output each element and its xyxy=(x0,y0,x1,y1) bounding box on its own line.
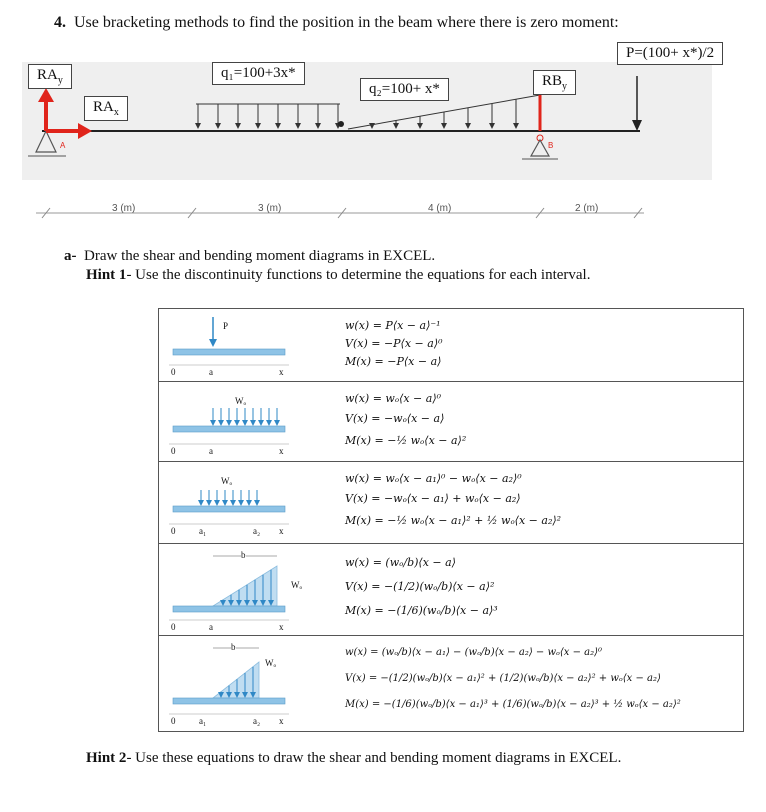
axis-label: x xyxy=(279,526,284,536)
table-row xyxy=(159,635,743,732)
dimension-label-3: 4 (m) xyxy=(428,203,452,214)
w0-arrow xyxy=(234,420,240,426)
part-a xyxy=(64,248,435,265)
dimension-label-4: 2 (m) xyxy=(575,203,599,214)
axis-label: a xyxy=(209,446,213,456)
equation-w: w(x) = (wₒ/b)⟨x − a₁⟩ − (wₒ/b)⟨x − a₂⟩ − wₒ⟨x − a₂⟩⁰ xyxy=(345,647,603,658)
load-label: Wₒ xyxy=(235,396,247,406)
load-label: P xyxy=(223,321,229,331)
hint-2 xyxy=(86,748,706,768)
q1-load-arrow xyxy=(295,123,301,129)
uniform-load-sketch xyxy=(159,382,339,462)
w0-arrow xyxy=(254,500,260,506)
w0-arrow xyxy=(242,420,248,426)
q2-load-arrow xyxy=(369,123,375,129)
w0-arrow xyxy=(210,420,216,426)
w0-arrow xyxy=(206,500,212,506)
axis-label: x xyxy=(279,367,284,377)
support-b-label: B xyxy=(548,141,554,150)
rax-label: $RA_x$ xyxy=(84,96,128,121)
equation-m: M(x) = −P⟨x − a⟩ xyxy=(345,355,442,368)
q2-load-arrow xyxy=(441,123,447,129)
axis-label: x xyxy=(279,716,284,726)
p-label: P=(100+ x*)/2 xyxy=(617,42,723,65)
question-number: 4. xyxy=(54,14,66,31)
hint-2-label: Hint 2 xyxy=(86,750,127,766)
hint-1 xyxy=(86,267,590,284)
table-row xyxy=(159,309,743,381)
support-a-triangle xyxy=(36,131,56,152)
triangular-load-sketch xyxy=(159,544,339,636)
q1-load-arrow xyxy=(195,123,201,129)
rby-label: $RB_y$ xyxy=(533,70,576,95)
equation-w: w(x) = (wₒ/b)⟨x − a⟩ xyxy=(345,556,456,569)
hint-1-label: Hint 1 xyxy=(86,267,127,283)
point-load-sketch xyxy=(159,309,339,381)
q2-load-arrow xyxy=(489,123,495,129)
dimension-label-1: 3 (m) xyxy=(112,203,136,214)
q2-load-arrow xyxy=(465,123,471,129)
part-a-text: Draw the shear and bending moment diagrams in EXCEL. xyxy=(84,248,436,264)
rax-arrow-head xyxy=(78,123,92,139)
axis-label: 0 xyxy=(171,367,176,377)
w0-arrow xyxy=(250,420,256,426)
q1-load-arrow xyxy=(255,123,261,129)
equation-w: w(x) = wₒ⟨x − a⟩⁰ xyxy=(345,392,442,405)
w0-arrow xyxy=(222,500,228,506)
axis-label: 0 xyxy=(171,716,176,726)
table-row xyxy=(159,461,743,544)
w0-arrow xyxy=(274,420,280,426)
p-load-head xyxy=(632,120,642,131)
load-label: Wₒ xyxy=(221,476,233,486)
w0-arrow xyxy=(266,420,272,426)
q1-load-arrows xyxy=(195,104,341,129)
w0-arrow xyxy=(218,420,224,426)
axis-label: a₁ xyxy=(199,526,207,536)
axis-label: a xyxy=(209,622,213,632)
w0-arrow xyxy=(230,500,236,506)
q1-load-arrow xyxy=(235,123,241,129)
hint-2-text: - Use these equations to draw the shear and bending moment diagrams in EXCEL. xyxy=(126,750,622,766)
q2-label: q₂=100+ x* xyxy=(360,78,449,101)
equation-w: w(x) = P⟨x − a⟩⁻¹ xyxy=(345,319,441,332)
equation-m: M(x) = −½ wₒ⟨x − a⟩² xyxy=(345,434,467,447)
equation-v: V(x) = −wₒ⟨x − a₁⟩ + wₒ⟨x − a₂⟩ xyxy=(345,492,521,505)
axis-label: 0 xyxy=(171,446,176,456)
axis-label: 0 xyxy=(171,526,176,536)
axis-label: a₁ xyxy=(199,716,207,726)
part-a-marker: a- xyxy=(64,248,77,264)
w0-arrow xyxy=(258,420,264,426)
axis-label: x xyxy=(279,622,284,632)
partial-triangular-load-sketch xyxy=(159,636,339,732)
dimension-label-2: 3 (m) xyxy=(258,203,282,214)
q1-load-arrow xyxy=(315,123,321,129)
span-label: b xyxy=(231,642,236,652)
load-label: Wₒ xyxy=(291,580,303,590)
load-label: Wₒ xyxy=(265,658,277,668)
equation-v: V(x) = −(1/2)(wₒ/b)⟨x − a⟩² xyxy=(345,580,495,593)
w0-arrow xyxy=(226,420,232,426)
equation-v: V(x) = −P⟨x − a⟩⁰ xyxy=(345,337,443,350)
w0-arrow xyxy=(238,500,244,506)
span-label: b xyxy=(241,550,246,560)
discontinuity-function-table xyxy=(158,308,744,732)
axis-label: a₂ xyxy=(253,716,261,726)
q1-load-arrow xyxy=(215,123,221,129)
equation-m: M(x) = −(1/6)(wₒ/b)⟨x − a⟩³ xyxy=(345,604,498,617)
w0-arrow xyxy=(214,500,220,506)
equation-v: V(x) = −(1/2)(wₒ/b)⟨x − a₁⟩² + (1/2)(wₒ/b)⟨x − a₂⟩² + wₒ⟨x − a₂⟩ xyxy=(345,673,661,684)
q2-load-arrow xyxy=(393,123,399,129)
support-b-triangle xyxy=(531,140,549,156)
hint-1-text: - Use the discontinuity functions to determine the equations for each interval. xyxy=(126,267,591,283)
q2-load-arrow xyxy=(417,123,423,129)
hinge-dot xyxy=(338,121,344,127)
q2-load-arrow xyxy=(513,123,519,129)
question-text: Use bracketing methods to find the position in the beam where there is zero moment: xyxy=(74,14,619,31)
ray-label: $RA_y$ xyxy=(28,64,72,89)
equation-v: V(x) = −wₒ⟨x − a⟩ xyxy=(345,412,445,425)
axis-label: 0 xyxy=(171,622,176,632)
ray-arrow-head xyxy=(38,88,54,102)
partial-uniform-load-sketch xyxy=(159,462,339,544)
table-row xyxy=(159,543,743,636)
q1-label: q₁=100+3x* xyxy=(212,62,305,85)
axis-label: a xyxy=(209,367,213,377)
table-row xyxy=(159,381,743,462)
equation-m: M(x) = −(1/6)(wₒ/b)⟨x − a₁⟩³ + (1/6)(wₒ/b)⟨x − a₂⟩³ + ½ wₒ⟨x − a₂⟩² xyxy=(345,699,681,710)
w0-arrow xyxy=(198,500,204,506)
q1-load-arrow xyxy=(275,123,281,129)
support-a-label: A xyxy=(60,141,66,150)
q2-load-arrows xyxy=(369,99,519,129)
equation-m: M(x) = −½ wₒ⟨x − a₁⟩² + ½ wₒ⟨x − a₂⟩² xyxy=(345,514,562,527)
equation-w: w(x) = wₒ⟨x − a₁⟩⁰ − wₒ⟨x − a₂⟩⁰ xyxy=(345,472,522,485)
axis-label: x xyxy=(279,446,284,456)
axis-label: a₂ xyxy=(253,526,261,536)
w0-arrow xyxy=(246,500,252,506)
